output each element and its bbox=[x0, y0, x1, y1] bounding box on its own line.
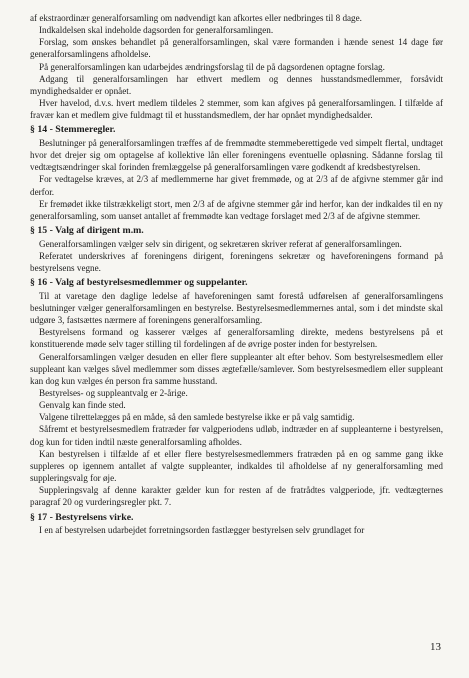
paragraph: På generalforsamlingen kan udarbejdes ændringsforslag til de på dagsordenen optagne forslag. bbox=[39, 61, 385, 72]
paragraph: Er fremødet ikke tilstrækkeligt stort, men 2/3 af de afgivne stemmer går ind herfor, kan der indkaldes til en ny generalforsamling, som uanset antallet af fremmødte kan vedtage forslaget med 2/3 af de afgivne stemmer. bbox=[30, 198, 443, 221]
section-heading: § 16 - Valg af bestyrelsesmedlemmer og suppelanter. bbox=[30, 277, 248, 289]
paragraph: Referatet underskrives af foreningens dirigent, foreningens sekretær og haveforeningens formand på bestyrelsens vegne. bbox=[30, 250, 443, 273]
paragraph: Generalforsamlingen vælger selv sin dirigent, og sekretæren skriver referat af generalforsamlingen. bbox=[39, 238, 402, 249]
paragraph: Såfremt et bestyrelsesmedlem fratræder før valgperiodens udløb, indtræder en af suppleanterne i bestyrelsen, dog kun for tiden indtil næste generalforsamling afholdes. bbox=[30, 424, 443, 447]
paragraph: Indkaldelsen skal indeholde dagsorden for generalforsamlingen. bbox=[39, 25, 274, 36]
paragraph: Valgene tilrettelægges på en måde, så den samlede bestyrelse ikke er på valg samtidig. bbox=[39, 412, 355, 423]
paragraph: For vedtagelse kræves, at 2/3 af medlemmerne har givet fremmøde, og at 2/3 af de afgivne stemmer går ind derfor. bbox=[30, 174, 443, 197]
paragraph: Generalforsamlingen vælger desuden en eller flere suppleanter alt efter behov. Som bestyrelsesmedlem eller suppleant kan vælges såvel medlemmer som disses ægtefælle/samlever. Som bestyrelsesmedlem eller suppleant kan dog kun vælges én person fra samme husstand. bbox=[30, 351, 443, 386]
section-heading: § 15 - Valg af dirigent m.m. bbox=[30, 225, 144, 237]
document-body bbox=[30, 12, 443, 536]
section-heading: § 17 - Bestyrelsens virke. bbox=[30, 511, 134, 523]
paragraph: Forslag, som ønskes behandlet på generalforsamlingen, skal være formanden i hænde senest 14 dage før generalforsamlingens afholdelse. bbox=[30, 37, 443, 60]
paragraph: Beslutninger på generalforsamlingen træffes af de fremmødte stemmeberettigede ved simpelt flertal, undtaget hvor det drejer sig om optagelse af kollektive lån eller foreningens eventuelle opløsning. Sådanne forslag til vedtægtsændringer skal forinden fremlæggelse på generalforsamlingen være godkendt af kredsbestyrelsen. bbox=[30, 138, 443, 173]
section-heading: § 14 - Stemmeregler. bbox=[30, 124, 116, 136]
paragraph: Genvalg kan finde sted. bbox=[39, 400, 126, 411]
page-number: 13 bbox=[430, 641, 441, 653]
paragraph: Adgang til generalforsamlingen har ethvert medlem og dennes husstandsmedlemmer, forsåvidt myndighedsalder er opnået. bbox=[30, 73, 443, 96]
paragraph: Til at varetage den daglige ledelse af haveforeningen samt forestå udførelsen af generalforsamlingens beslutninger vælger generalforsamlingen en bestyrelse. Bestyrelsesmedlemmernes antal, som i det mindste skal udgøre 3, fastsættes nærmere af foreningens generalforsamling. bbox=[30, 290, 443, 326]
paragraph: Suppleringsvalg af denne karakter gælder kun for resten af de fratrådtes valgperiode, jfr. vedtægternes paragraf 20 og vurderingsregler pkt. 7. bbox=[30, 485, 443, 508]
paragraph: Kan bestyrelsen i tilfælde af et eller flere bestyrelsesmedlemmers fratræden på en og samme gang ikke suppleres op igennem antallet af valgte suppleanter, indkaldes til afholdelse af ny generalforsamling med suppleringsvalg for øje. bbox=[30, 448, 443, 484]
paragraph: Hver havelod, d.v.s. hvert medlem tildeles 2 stemmer, som kan afgives på generalforsamlingen. I tilfælde af fravær kan et medlem give fuldmagt til et husstandsmedlem, der har opnået myndighedsalder. bbox=[30, 98, 443, 121]
paragraph: I en af bestyrelsen udarbejdet forretningsorden fastlægger bestyrelsen selv grundlaget for bbox=[39, 525, 365, 536]
paragraph: Bestyrelsens formand og kasserer vælges af generalforsamling direkte, medens bestyrelsens på et konstituerende møde selv tager stilling til fordelingen af de øvrige poster inden for bestyrelsen. bbox=[30, 327, 443, 350]
paragraph: af ekstraordinær generalforsamling om nødvendigt kan afkortes eller nedbringes til 8 dage. bbox=[30, 13, 362, 23]
paragraph: Bestyrelses- og suppleantvalg er 2-årige. bbox=[39, 388, 188, 398]
